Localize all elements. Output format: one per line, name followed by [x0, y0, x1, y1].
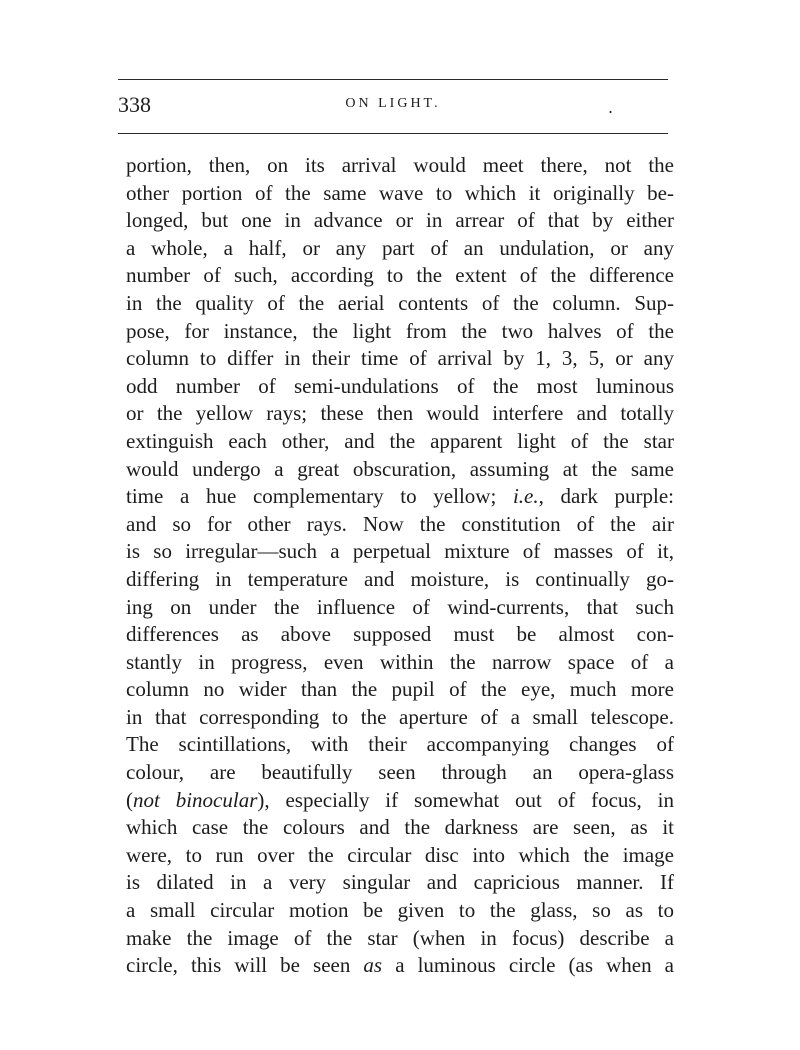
text-segment: ), especially if somewhat out of focus, in [257, 787, 675, 812]
text-line: is dilated in a very singular and capricious manner. If [126, 870, 674, 895]
text-segment: a luminous circle (as when a [382, 953, 674, 978]
text-segment: time a hue complementary to yellow; [126, 484, 513, 509]
text-line: number of such, according to the extent of the difference [126, 263, 674, 288]
header-rule-bottom [118, 133, 668, 134]
page-header [118, 92, 668, 122]
text-line: were, to run over the circular disc into which the image [126, 842, 674, 867]
text-line: a small circular motion be given to the glass, so as to [126, 898, 674, 923]
text-line: stantly in progress, even within the narrow space of a [126, 649, 674, 674]
text-line [126, 952, 674, 980]
text-line: make the image of the star (when in focus) describe a [126, 925, 674, 950]
italic-segment: i.e. [512, 484, 539, 509]
text-line: other portion of the same wave to which it originally be- [126, 180, 674, 205]
text-line: pose, for instance, the light from the two halves of the [126, 318, 674, 343]
page-number: 338 [118, 92, 151, 117]
text-line [126, 483, 674, 511]
text-line: colour, are beautifully seen through an opera-glass [126, 760, 674, 785]
text-line: in that corresponding to the aperture of a small telescope. [126, 704, 674, 729]
text-line: longed, but one in advance or in arrear of that by either [126, 208, 674, 233]
body-text [126, 152, 674, 980]
text-segment: circle, this will be seen [126, 953, 364, 978]
text-line [126, 787, 674, 815]
text-line: odd number of semi-undulations of the most luminous [126, 373, 674, 398]
text-line: is so irregular—such a perpetual mixture of masses of it, [126, 539, 674, 564]
text-line: column to differ in their time of arrival by 1, 3, 5, or any [126, 346, 674, 371]
text-line: in the quality of the aerial contents of the column. Sup- [126, 290, 674, 315]
text-line: differences as above supposed must be almost con- [126, 622, 674, 647]
header-rule-top [118, 79, 668, 80]
italic-segment: not binocular [133, 787, 258, 812]
text-line: column no wider than the pupil of the eye, much more [126, 677, 674, 702]
running-head: ON LIGHT. [345, 96, 441, 111]
text-line: extinguish each other, and the apparent light of the star [126, 428, 674, 453]
text-line: which case the colours and the darkness are seen, as it [126, 815, 674, 840]
text-line: a whole, a half, or any part of an undulation, or any [126, 235, 674, 260]
text-line: would undergo a great obscuration, assuming at the same [126, 456, 674, 481]
text-line: The scintillations, with their accompanying changes of [126, 732, 674, 757]
text-line: differing in temperature and moisture, is continually go- [126, 566, 674, 591]
italic-segment: as [363, 953, 383, 978]
text-segment: ( [126, 787, 133, 812]
text-segment: , dark purple: [538, 484, 675, 509]
text-line: ing on under the influence of wind-currents, that such [126, 594, 674, 619]
header-mark: . [608, 98, 614, 117]
text-line: and so for other rays. Now the constitution of the air [126, 511, 674, 536]
text-line: portion, then, on its arrival would meet there, not the [126, 153, 674, 177]
text-line: or the yellow rays; these then would interfere and totally [126, 401, 674, 426]
